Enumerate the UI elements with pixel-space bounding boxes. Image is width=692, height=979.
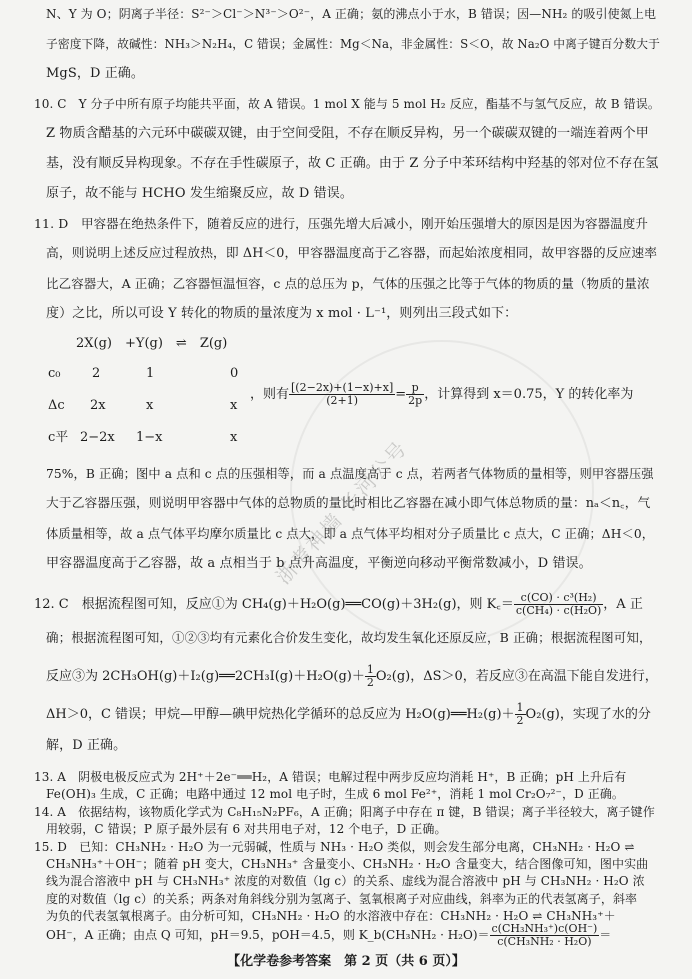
ratio-fraction-right (406, 382, 424, 407)
text-line: 子密度下降，故碱性：NH₃＞N₂H₄，C 错误；金属性：Mg＜Na，非金属性：S＜O，故 Na₂O 中离子键百分数大于 (46, 37, 660, 51)
ice-cell: 0 (230, 366, 239, 381)
text-line: 大于乙容器压强，则说明甲容器中气体的总物质的量比时相比乙容器在减小即气体总物质的量：nₐ＜n꜀，气 (46, 496, 651, 511)
text-line: 线为混合溶液中 pH 与 CH₃NH₃⁺ 浓度的对数值（lg c）的关系、虚线为混合溶液中 pH 与 CH₃NH₂ · H₂O 浓 (46, 874, 645, 889)
fraction-denominator: 2 (516, 714, 524, 727)
q12-text: 反应③为 2CH₃OH(g)＋I₂(g)══2CH₃I(g)＋H₂O(g)＋ (46, 669, 365, 684)
q12-text: ，A 正 (603, 597, 643, 612)
fraction-numerator: 1 (516, 701, 524, 714)
kb-text: ＝ (599, 927, 612, 942)
text-line: CH₃NH₃⁺＋OH⁻；随着 pH 变大，CH₃NH₃⁺ 含量变小、CH₃NH₂ · H₂O 含量变大，结合图像可知，图中实曲 (46, 857, 649, 871)
q12-text: O₂(g)，ΔS＞0，若反应③在高温下能自发进行， (375, 669, 658, 684)
question-10-line: 10. C Y 分子中所有原子均能共平面，故 A 错误。1 mol X 能与 5 mol H₂ 反应，酯基不与氢气反应，故 B 错误。 (34, 97, 660, 111)
text-line: 为负的代表氢氧根离子。由分析可知，CH₃NH₂ · H₂O 的水溶液中存在：CH₃NH₂ · H₂O ⇌ CH₃NH₃⁺＋ (46, 909, 616, 924)
half-fraction (515, 702, 526, 727)
fraction-numerator: c(CO) · c³(H₂) (514, 592, 603, 605)
ice-cell: 1 (146, 366, 155, 381)
half-fraction (365, 664, 376, 689)
q12-text: 12. C 根据流程图可知，反应①为 CH₄(g)＋H₂O(g)══CO(g)＋3H₂(g)，则 K꜀＝ (34, 597, 514, 612)
text-line: 解，D 正确。 (46, 738, 127, 753)
fraction-denominator: c(CH₃NH₂ · H₂O) (497, 934, 592, 948)
question-15-line: 15. D 已知：CH₃NH₂ · H₂O 为一元弱碱，性质与 NH₃ · H₂O 类似，则会发生部分电离，CH₃NH₂ · H₂O ⇌ (34, 839, 635, 854)
text-line: 体质量相等，故 a 点气体平均摩尔质量比 c 点大，即 a 点气体平均相对分子质量比 c 点大，C 正确；ΔH＜0， (46, 527, 655, 541)
fraction-denominator: 2p (408, 394, 423, 407)
ratio-result: ，计算得到 x＝0.75，Y 的转化率为 (424, 387, 634, 402)
text-line: 原子，故不能与 HCHO 发生缩聚反应，故 D 错误。 (46, 186, 353, 201)
text-line: 度的对数值（lg c）的关系；两条对角斜线分别为氢离子、氢氧根离子对应曲线，斜率为正的代表氢离子，斜率 (46, 891, 638, 906)
ice-cell: 2−2x (80, 430, 115, 445)
equilibrium-equation: 2X(g) +Y(g) ⇌ Z(g) (76, 336, 228, 351)
ratio-lead: ，则有 (250, 387, 290, 402)
text-line: 75%，B 正确；图中 a 点和 c 点的压强相等，而 a 点温度高于 c 点，若两者气体物质的量相等，则甲容器压强 (46, 467, 654, 481)
fraction-numerator: p (406, 382, 424, 395)
kb-text: OH⁻，A 正确；由点 Q 可知，pH＝9.5，pOH＝4.5，则 K_b(CH₃NH₂ · H₂O)＝ (46, 927, 490, 942)
text-line: 确；根据流程图可知，①②③均有元素化合价发生变化，故均发生氧化还原反应，B 正确；根据流程图可知， (46, 630, 652, 645)
question-12-line (34, 592, 643, 617)
ratio-fraction-left (289, 382, 395, 407)
ice-cell: x (146, 398, 154, 413)
ice-cell: 2 (92, 366, 101, 381)
kb-equation-line (46, 923, 611, 948)
kc-fraction (514, 592, 603, 617)
ice-cell: x (230, 430, 238, 445)
text-line: N、Y 为 O；阴离子半径：S²⁻＞Cl⁻＞N³⁻＞O²⁻，A 正确；氨的沸点小于水，B 错误；因—NH₂ 的吸引使氮上电 (46, 7, 657, 21)
fraction-numerator: [(2−2x)+(1−x)+x] (291, 381, 394, 394)
text-line: 高，则说明上述反应过程放热，即 ΔH＜0，甲容器温度高于乙容器，而起始浓度相同，故甲容器的反应速率 (46, 246, 658, 261)
ice-label: c平 (48, 430, 69, 445)
question-11-line: 11. D 甲容器在绝热条件下，随着反应的进行，压强先增大后减小，刚开始压强增大的原因是因为容器温度升 (34, 216, 648, 231)
fraction-denominator: 2 (366, 676, 374, 689)
fraction-numerator: c(CH₃NH₃⁺)c(OH⁻) (491, 921, 598, 935)
ice-cell: 2x (90, 398, 106, 413)
text-line: Z 物质含醋基的六元环中碳碳双键，由于空间受阻，不存在顺反异构，另一个碳碳双键的一端连着两个甲 (46, 126, 649, 141)
fraction-numerator: 1 (366, 663, 374, 676)
equals-sign: = (395, 387, 407, 402)
watermark-text: 浙考神墙 长河公号 (270, 435, 413, 589)
question-13-line: 13. A 阴极电极反应式为 2H⁺＋2e⁻══H₂，A 错误；电解过程中两步反应均消耗 H⁺，B 正确；pH 上升后有 (34, 770, 627, 784)
fraction-denominator: (2+1) (326, 394, 359, 407)
text-line: 基，没有顺反异构现象。不存在手性碳原子，故 C 正确。由于 Z 分子中苯环结构中羟基的邻对位不存在氢 (46, 156, 659, 171)
ice-label: c₀ (48, 366, 61, 381)
q12-reaction-line (46, 664, 658, 689)
text-line: 度）之比，所以可设 Y 转化的物质的量浓度为 x mol · L⁻¹，则列出三段式如下： (46, 306, 518, 321)
ice-cell: 1−x (136, 430, 163, 445)
text-line: 甲容器温度高于乙容器，故 a 点相当于 b 点升高温度，平衡逆向移动平衡常数减小，D 错误。 (46, 556, 592, 571)
q12-reaction-line (46, 702, 651, 727)
q12-text: O₂(g)，实现了水的分 (525, 707, 651, 722)
text-line: 比乙容器大，A 正确；乙容器恒温恒容，c 点的总压为 p，气体的压强之比等于气体的物质的量（物质的量浓 (46, 276, 650, 291)
fraction-denominator: c(CH₄) · c(H₂O) (515, 604, 602, 617)
text-line: Fe(OH)₃ 生成，C 正确；电路中通过 12 mol 电子时，生成 6 mol Fe²⁺，消耗 1 mol Cr₂O₇²⁻，D 正确。 (46, 787, 625, 802)
kb-fraction (490, 923, 600, 948)
text-line: 用较弱，C 错误；P 原子最外层有 6 对共用电子对，12 个电子，D 正确。 (46, 822, 447, 837)
text-line: MgS，D 正确。 (46, 66, 144, 81)
ice-cell: x (230, 398, 238, 413)
ratio-equation (250, 382, 633, 407)
q12-text: ΔH＞0，C 错误；甲烷—甲醇—碘甲烷热化学循环的总反应为 H₂O(g)══H₂(g)＋ (46, 707, 515, 722)
question-14-line: 14. A 依据结构，该物质化学式为 C₈H₁₅N₂PF₆，A 正确；阳离子中存在 π 键，B 错误；离子半径较大，离子键作 (34, 804, 655, 819)
page-footer: 【化学卷参考答案 第 2 页（共 6 页）】 (227, 954, 465, 969)
ice-label: Δc (48, 398, 65, 413)
